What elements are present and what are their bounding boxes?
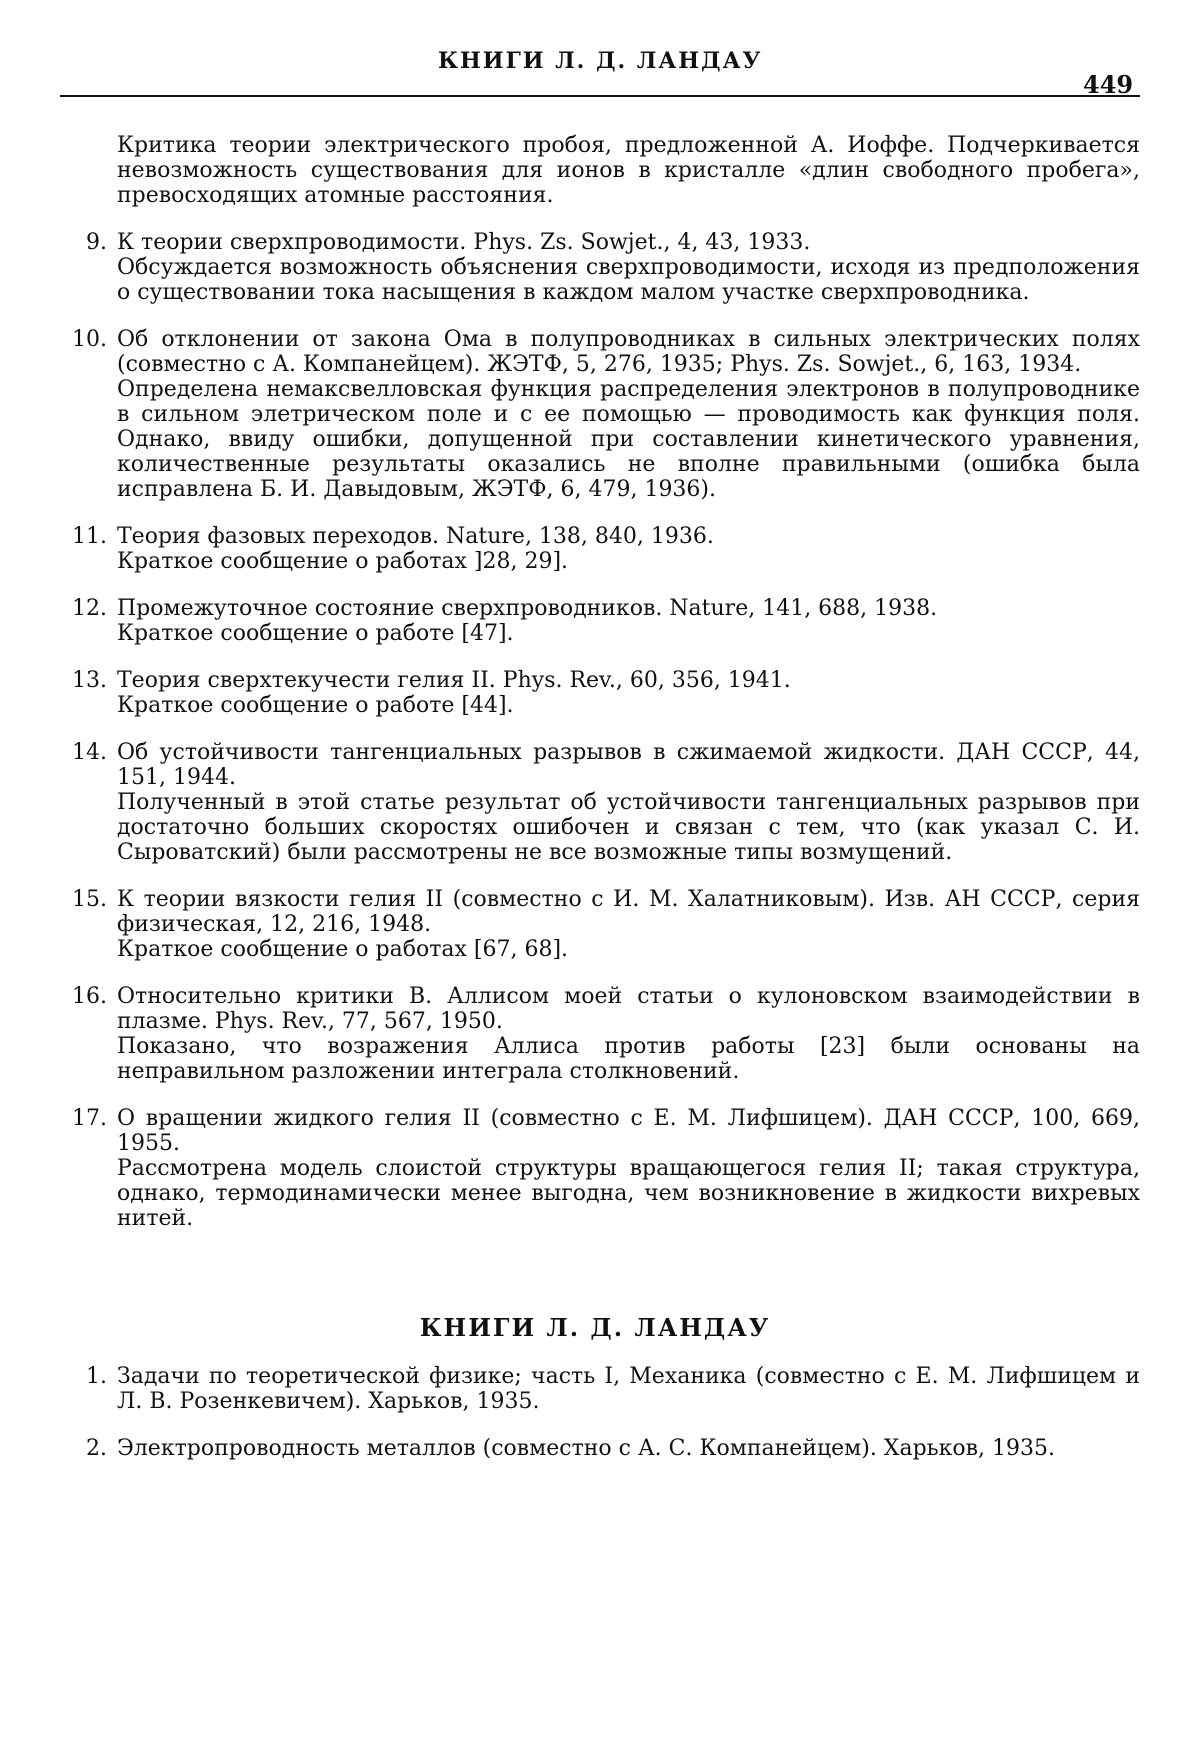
entry-number: 14. bbox=[50, 740, 117, 865]
entry-title: Об отклонении от закона Ома в полупроводниках в сильных электрических полях (совместно с А. Компанейцем). ЖЭТФ, 5, 276, 1935; Phys. Zs. Sowjet., 6, 163, 1934. bbox=[117, 327, 1140, 377]
paper-entry-14 bbox=[50, 740, 1140, 865]
book-entry-2 bbox=[50, 1436, 1140, 1461]
entry-body bbox=[117, 740, 1140, 865]
entry-number: 15. bbox=[50, 887, 117, 962]
entry-title: О вращении жидкого гелия II (совместно с Е. М. Лифшицем). ДАН СССР, 100, 669, 1955. bbox=[117, 1106, 1140, 1156]
entry-note: Рассмотрена модель слоистой структуры вращающегося гелия II; такая структура, однако, термодинамически менее выгодна, чем возникновение в жидкости вихревых нитей. bbox=[117, 1156, 1140, 1231]
header-rule bbox=[60, 95, 1140, 97]
entry-body bbox=[117, 327, 1140, 502]
entry-note: Краткое сообщение о работах ]28, 29]. bbox=[117, 549, 1140, 574]
entry-title: Теория фазовых переходов. Nature, 138, 840, 1936. bbox=[117, 524, 1140, 549]
entry-body bbox=[117, 668, 1140, 718]
entry-body bbox=[117, 230, 1140, 305]
entry-body bbox=[117, 524, 1140, 574]
paper-entry-12 bbox=[50, 596, 1140, 646]
entry-number: 13. bbox=[50, 668, 117, 718]
entry-note: Обсуждается возможность объяснения сверхпроводимости, исходя из предположения о существовании тока насыщения в каждом малом участке сверхпроводника. bbox=[117, 255, 1140, 305]
entry-title: Об устойчивости тангенциальных разрывов в сжимаемой жидкости. ДАН СССР, 44, 151, 1944. bbox=[117, 740, 1140, 790]
document-page bbox=[0, 0, 1200, 1749]
paper-entry-15 bbox=[50, 887, 1140, 962]
entry-number: 11. bbox=[50, 524, 117, 574]
entry-title: Промежуточное состояние сверхпроводников. Nature, 141, 688, 1938. bbox=[117, 596, 1140, 621]
entry-note: Краткое сообщение о работе [47]. bbox=[117, 621, 1140, 646]
entry-note: Определена немаксвелловская функция распределения электронов в полупроводнике в сильном элетрическом поле и с ее помощью — проводимость как функция поля. Однако, ввиду ошибки, допущенной при составлении кинетического уравнения, количественные результаты оказались не вполне правильными (ошибка была исправлена Б. И. Давыдовым, ЖЭТФ, 6, 479, 1936). bbox=[117, 377, 1140, 502]
entry-number: 10. bbox=[50, 327, 117, 502]
entry-body bbox=[117, 1106, 1140, 1231]
paper-entry-13 bbox=[50, 668, 1140, 718]
paper-entry-11 bbox=[50, 524, 1140, 574]
entry-number: 2. bbox=[50, 1436, 117, 1461]
entry-title: Относительно критики В. Аллисом моей статьи о кулоновском взаимодействии в плазме. Phys. Rev., 77, 567, 1950. bbox=[117, 984, 1140, 1034]
continued-paragraph: Критика теории электрического пробоя, предложенной А. Иоффе. Подчеркивается невозможность существования для ионов в кристалле «длин свободного пробега», превосходящих атомные расстояния. bbox=[117, 133, 1140, 208]
entry-title: Электропроводность металлов (совместно с А. С. Компанейцем). Харьков, 1935. bbox=[117, 1436, 1140, 1461]
entry-body bbox=[117, 887, 1140, 962]
entry-title: К теории сверхпроводимости. Phys. Zs. Sowjet., 4, 43, 1933. bbox=[117, 230, 1140, 255]
paper-entry-10 bbox=[50, 327, 1140, 502]
paper-entry-16 bbox=[50, 984, 1140, 1084]
entry-body bbox=[117, 1436, 1140, 1461]
running-head: КНИГИ Л. Д. ЛАНДАУ bbox=[438, 48, 762, 74]
entry-note: Полученный в этой статье результат об устойчивости тангенциальных разрывов при достаточно больших скоростях ошибочен и связан с тем, что (как указал С. И. Сыроватский) были рассмотрены не все возможные типы возмущений. bbox=[117, 790, 1140, 865]
entry-body bbox=[117, 596, 1140, 646]
books-section-heading: КНИГИ Л. Д. ЛАНДАУ bbox=[50, 1313, 1140, 1342]
entry-number: 16. bbox=[50, 984, 117, 1084]
page-number: 449 bbox=[1083, 70, 1133, 99]
entry-title: К теории вязкости гелия II (совместно с И. М. Халатниковым). Изв. АН СССР, серия физическая, 12, 216, 1948. bbox=[117, 887, 1140, 937]
entry-note: Краткое сообщение о работе [44]. bbox=[117, 693, 1140, 718]
entry-note: Показано, что возражения Аллиса против работы [23] были основаны на неправильном разложении интеграла столкновений. bbox=[117, 1034, 1140, 1084]
entry-number: 17. bbox=[50, 1106, 117, 1231]
entry-title: Теория сверхтекучести гелия II. Phys. Rev., 60, 356, 1941. bbox=[117, 668, 1140, 693]
entry-body bbox=[117, 1364, 1140, 1414]
entry-note: Краткое сообщение о работах [67, 68]. bbox=[117, 937, 1140, 962]
entry-body bbox=[117, 984, 1140, 1084]
paper-entry-9 bbox=[50, 230, 1140, 305]
paper-entry-17 bbox=[50, 1106, 1140, 1231]
body-text bbox=[50, 133, 1140, 1461]
entry-number: 1. bbox=[50, 1364, 117, 1414]
book-entry-1 bbox=[50, 1364, 1140, 1414]
entry-number: 12. bbox=[50, 596, 117, 646]
entry-title: Задачи по теоретической физике; часть I, Механика (совместно с Е. М. Лифшицем и Л. В. Розенкевичем). Харьков, 1935. bbox=[117, 1364, 1140, 1414]
entry-number: 9. bbox=[50, 230, 117, 305]
